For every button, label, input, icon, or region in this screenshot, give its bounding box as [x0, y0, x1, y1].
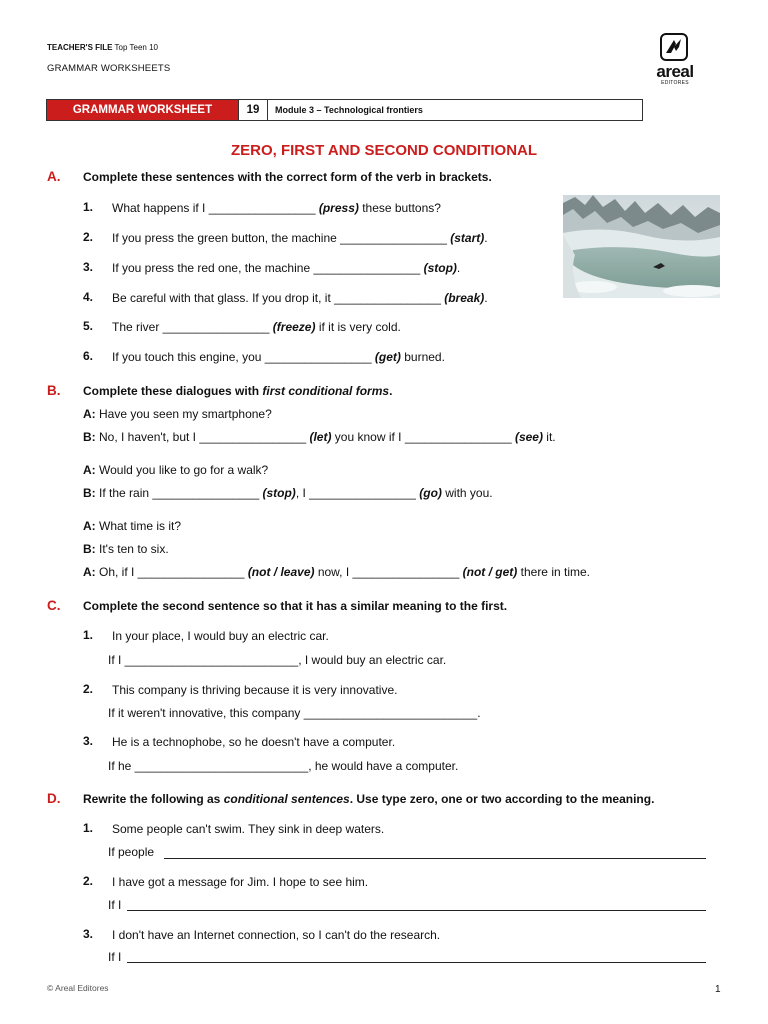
c-item-3-sentence: He is a technophobe, so he doesn't have a computer.: [112, 735, 396, 749]
d-item-number: 2.: [83, 874, 94, 888]
c-item-2-rewrite: If it weren't innovative, this company __________________________.: [108, 706, 481, 720]
section-a-letter: A.: [47, 169, 61, 184]
a-item-number: 5.: [83, 319, 94, 333]
worksheet-number: 19: [238, 100, 268, 120]
a-item-5: The river ________________ (freeze) if it is very cold.: [112, 320, 401, 334]
d-item-3-start: If I: [108, 950, 122, 964]
logo-mark-icon: [660, 33, 688, 61]
logo-wordmark: areal: [656, 62, 694, 81]
answer-line[interactable]: [127, 962, 706, 963]
c-item-1-sentence: In your place, I would buy an electric car.: [112, 629, 329, 643]
answer-line[interactable]: [164, 858, 706, 859]
page-title: ZERO, FIRST AND SECOND CONDITIONAL: [230, 142, 538, 159]
answer-line[interactable]: [127, 910, 706, 911]
module-title: Module 3 – Technological frontiers: [275, 105, 423, 115]
section-c-letter: C.: [47, 598, 61, 613]
band-label: GRAMMAR WORKSHEET: [47, 100, 238, 120]
page-number: 1: [715, 984, 721, 995]
c-item-number: 1.: [83, 628, 94, 642]
dialogue-line: A: Would you like to go for a walk?: [83, 463, 269, 477]
a-item-number: 2.: [83, 230, 94, 244]
a-item-number: 3.: [83, 260, 94, 274]
section-b-instruction: Complete these dialogues with first conditional forms.: [83, 384, 393, 398]
section-d-letter: D.: [47, 791, 61, 806]
d-item-2-start: If I: [108, 898, 122, 912]
a-item-6: If you touch this engine, you ________________ (get) burned.: [112, 350, 445, 364]
section-b-letter: B.: [47, 383, 61, 398]
a-item-number: 6.: [83, 349, 94, 363]
dialogue-line: A: What time is it?: [83, 519, 182, 533]
dialogue-line: B: If the rain ________________ (stop), I ________________ (go) with you.: [83, 486, 493, 500]
d-item-number: 3.: [83, 927, 94, 941]
section-d-instruction: Rewrite the following as conditional sentences. Use type zero, one or two according to the meaning.: [83, 792, 655, 806]
teachers-file-header: TEACHER'S FILE Top Teen 10: [47, 43, 158, 52]
c-item-3-rewrite: If he __________________________, he would have a computer.: [108, 759, 459, 773]
dialogue-line: A: Oh, if I ________________ (not / leave) now, I ________________ (not / get) there in time.: [83, 565, 590, 579]
a-item-number: 1.: [83, 200, 94, 214]
dialogue-line: A: Have you seen my smartphone?: [83, 407, 272, 421]
d-item-2-sentence: I have got a message for Jim. I hope to see him.: [112, 875, 369, 889]
a-item-number: 4.: [83, 290, 94, 304]
d-item-1-start: If people: [108, 845, 155, 859]
c-item-number: 3.: [83, 734, 94, 748]
a-item-1: What happens if I ________________ (press) these buttons?: [112, 201, 441, 215]
d-item-number: 1.: [83, 821, 94, 835]
a-item-3: If you press the red one, the machine ________________ (stop).: [112, 261, 461, 275]
areal-logo: [646, 32, 706, 84]
worksheet-band: [46, 99, 643, 121]
worksheets-subtitle: GRAMMAR WORKSHEETS: [47, 63, 171, 74]
c-item-1-rewrite: If I __________________________, I would buy an electric car.: [108, 653, 447, 667]
a-item-4: Be careful with that glass. If you drop it, it ________________ (break).: [112, 291, 488, 305]
logo-subtext: EDITORES: [661, 80, 689, 86]
c-item-number: 2.: [83, 682, 94, 696]
copyright: © Areal Editores: [47, 983, 109, 993]
section-a-instruction: Complete these sentences with the correct form of the verb in brackets.: [83, 170, 492, 184]
snowy-river-photo: [563, 195, 720, 298]
d-item-1-sentence: Some people can't swim. They sink in deep waters.: [112, 822, 385, 836]
dialogue-line: B: No, I haven't, but I ________________ (let) you know if I ________________ (see) it.: [83, 430, 556, 444]
d-item-3-sentence: I don't have an Internet connection, so I can't do the research.: [112, 928, 441, 942]
a-item-2: If you press the green button, the machine ________________ (start).: [112, 231, 488, 245]
c-item-2-sentence: This company is thriving because it is very innovative.: [112, 683, 398, 697]
section-c-instruction: Complete the second sentence so that it has a similar meaning to the first.: [83, 599, 508, 613]
dialogue-line: B: It's ten to six.: [83, 542, 169, 556]
